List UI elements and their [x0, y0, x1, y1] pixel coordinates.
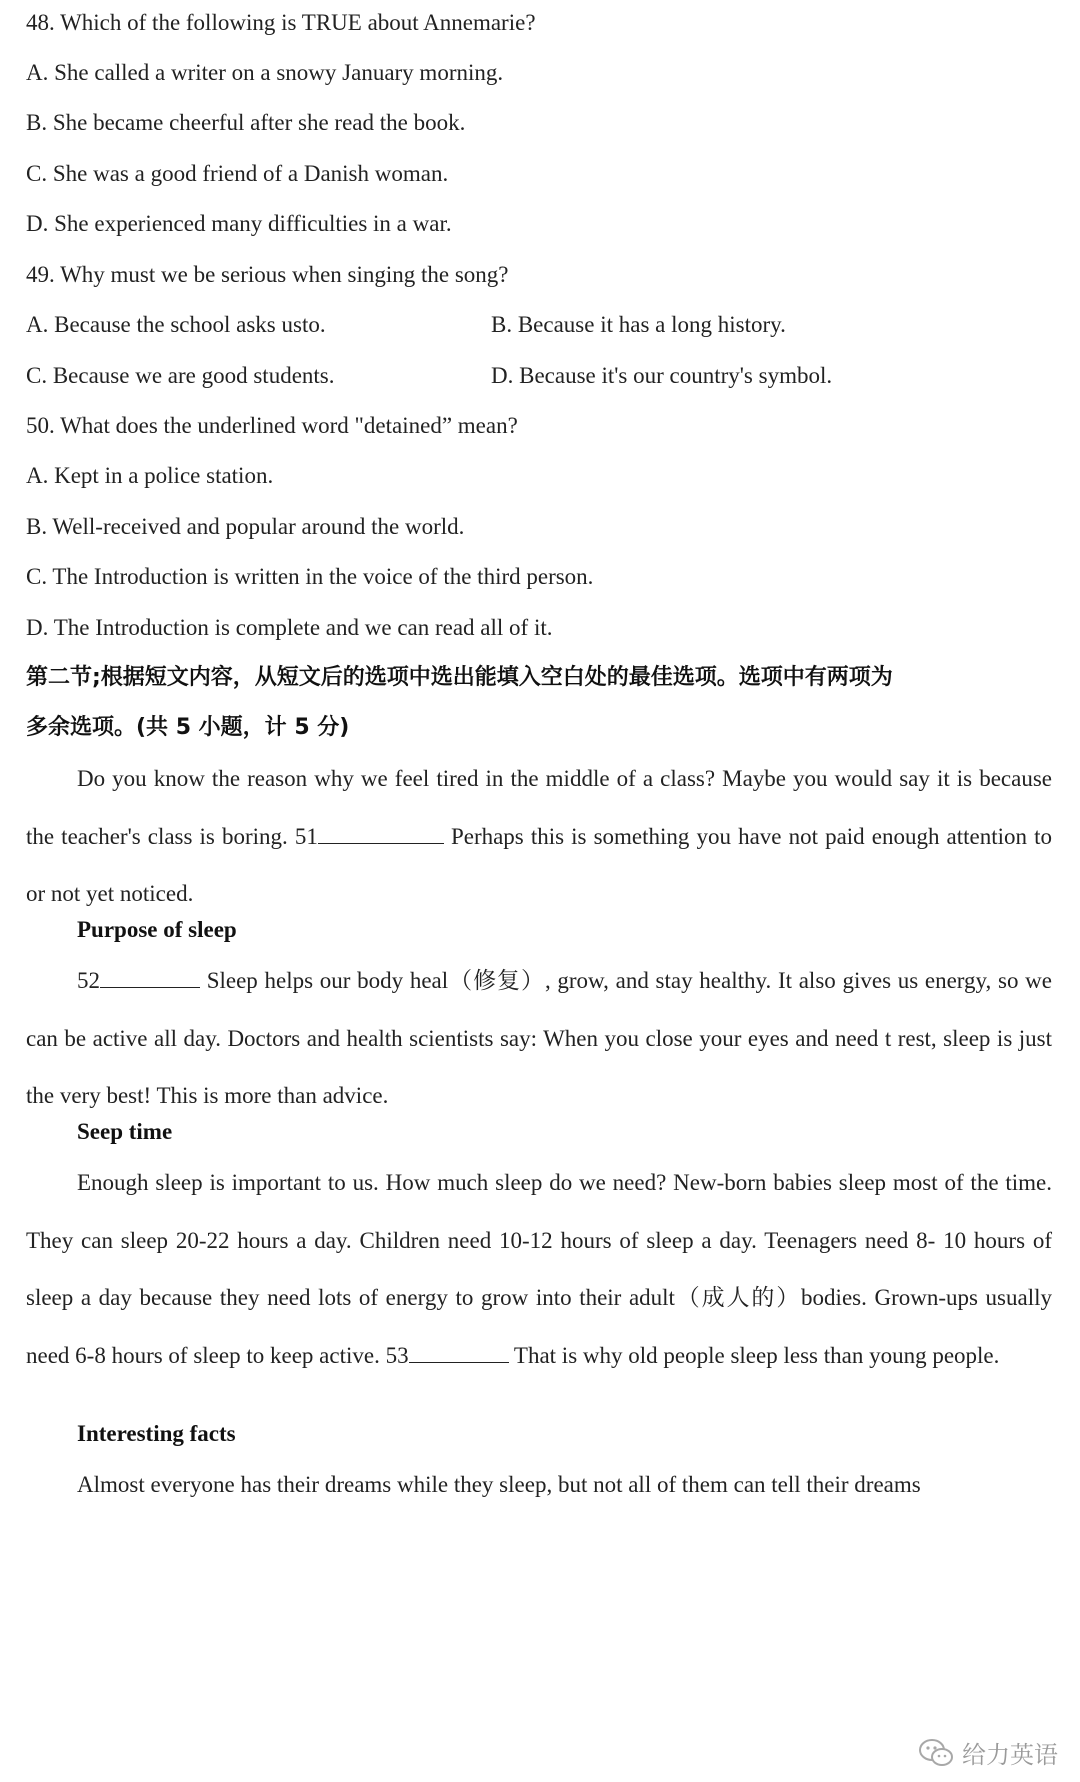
paragraph-purpose	[26, 952, 1052, 1125]
q49-option-b: B. Because it has a long history.	[491, 312, 786, 337]
q50-option-b: B. Well-received and popular around the world.	[26, 514, 465, 539]
watermark	[918, 1735, 1058, 1770]
paragraph-interesting-facts	[26, 1456, 1052, 1514]
paragraph-sleep-time	[26, 1154, 1052, 1384]
q49-options-row-1	[26, 310, 1056, 340]
q48-option-c: C. She was a good friend of a Danish woman.	[26, 161, 449, 186]
paragraph-intro	[26, 750, 1052, 923]
q49-option-d: D. Because it's our country's symbol.	[491, 363, 833, 388]
paragraph-sleep-time-text-a: Enough sleep is important to us. How much sleep do we need? New-born babies sleep most of the time. They can sleep 20-22 hours a day. Children need 10-12 hours of sleep a day. Teenagers need 8- 10 hours of sleep a day because they need lots of energy to grow into their adult（成人的）bodies. Grown-ups usually need 6-8 hours of sleep to keep active. 53	[26, 1170, 1052, 1368]
question-49: 49. Why must we be serious when singing the song?	[26, 262, 509, 287]
paragraph-purpose-text: Sleep helps our body heal（修复）, grow, and stay healthy. It also gives us energy, so we can be active all day. Doctors and health scientists say: When you close your eyes and need t rest, sleep is just the very best! This is more than advice.	[26, 968, 1052, 1108]
q48-option-b: B. She became cheerful after she read the book.	[26, 110, 466, 135]
q50-option-a: A. Kept in a police station.	[26, 463, 274, 488]
paragraph-sleep-time-text-b: That is why old people sleep less than young people.	[508, 1342, 1000, 1368]
blank-52-number: 52	[77, 968, 100, 993]
watermark-text: 给力英语	[962, 1741, 1058, 1769]
q49-option-a: A. Because the school asks usto.	[26, 312, 326, 337]
question-50: 50. What does the underlined word "detained” mean?	[26, 413, 518, 438]
blank-52	[100, 969, 200, 988]
q48-option-a: A. She called a writer on a snowy January morning.	[26, 60, 504, 85]
section-heading-line-2: 多余选项。(共 5 小题，计 5 分)	[26, 715, 350, 740]
q49-options-row-2	[26, 361, 1056, 391]
blank-51	[318, 825, 444, 844]
q49-option-c: C. Because we are good students.	[26, 363, 335, 388]
paragraph-intro-text-a: Do you know the reason why we feel tired in the middle of a class? Maybe you would say it is because the teacher's class is boring. 51	[26, 766, 1052, 849]
q50-option-c: C. The Introduction is written in the voice of the third person.	[26, 564, 594, 589]
question-48: 48. Which of the following is TRUE about Annemarie?	[26, 10, 536, 35]
wechat-icon	[918, 1738, 954, 1768]
subheading-sleep-time: Seep time	[77, 1119, 173, 1144]
q50-option-d: D. The Introduction is complete and we can read all of it.	[26, 615, 553, 640]
paragraph-interesting-facts-text: Almost everyone has their dreams while they sleep, but not all of them can tell their dreams	[77, 1472, 921, 1497]
blank-53	[409, 1344, 509, 1363]
q48-option-d: D. She experienced many difficulties in a war.	[26, 211, 452, 236]
subheading-purpose-of-sleep: Purpose of sleep	[77, 917, 237, 942]
subheading-interesting-facts: Interesting facts	[77, 1421, 236, 1446]
section-heading-line-1: 第二节;根据短文内容，从短文后的选项中选出能填入空白处的最佳选项。选项中有两项为	[26, 665, 893, 690]
paragraph-intro-text-b: Perhaps this is something you have not paid enough attention to or not yet noticed.	[26, 823, 1052, 906]
